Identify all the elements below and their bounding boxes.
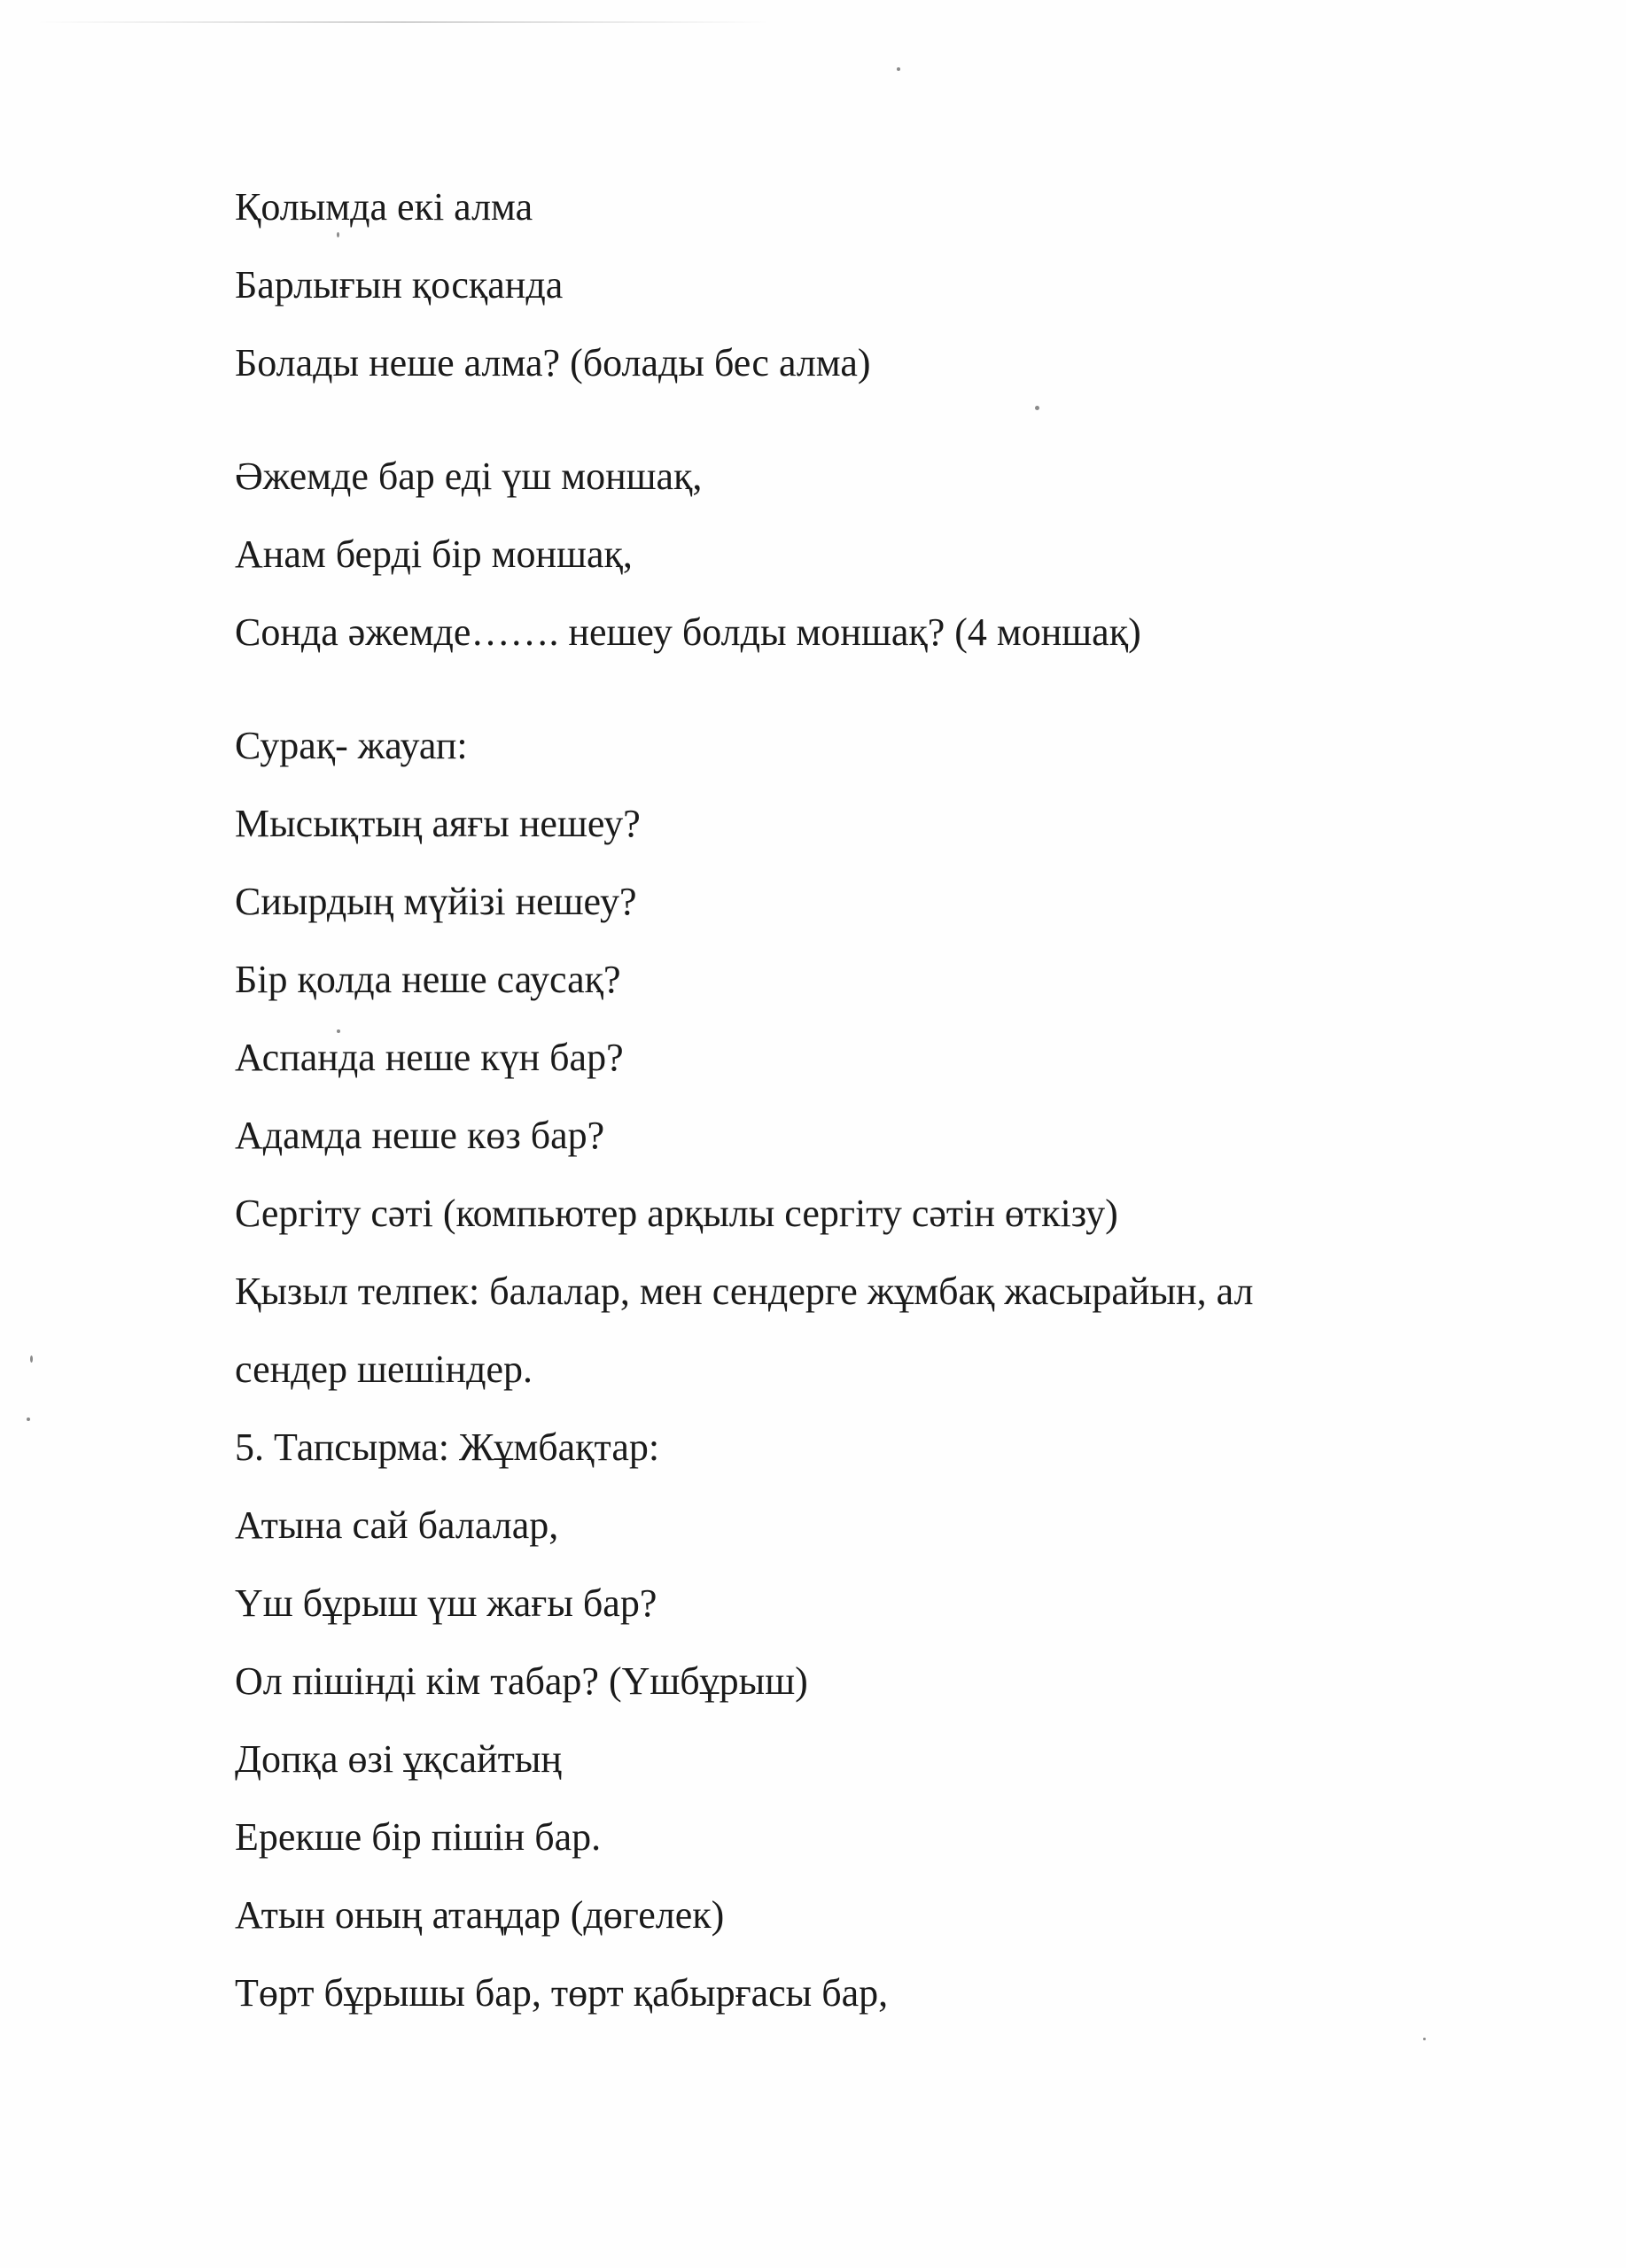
text-line: Аспанда неше күн бар?: [235, 1036, 624, 1079]
text-line: Анам берді бір моншақ,: [235, 532, 633, 576]
scan-speck: [1423, 2038, 1426, 2040]
text-line: Үш бұрыш үш жағы бар?: [235, 1581, 657, 1625]
text-line: Атын оның атаңдар (дөгелек): [235, 1893, 725, 1937]
riddle-beads: [235, 438, 1493, 672]
document-body: [235, 168, 1493, 2032]
text-line: Қызыл телпек: балалар, мен сендерге жұмбақ жасырайын, ал: [235, 1270, 1254, 1313]
text-line: Төрт бұрышы бар, төрт қабырғасы бар,: [235, 1971, 889, 2015]
text-line: Әжемде бар еді үш моншақ,: [235, 454, 703, 498]
text-line: Сиырдың мүйізі нешеу?: [235, 880, 637, 923]
text-line: сендер шешіндер.: [235, 1348, 533, 1391]
text-line: Мысықтың аяғы нешеу?: [235, 802, 641, 845]
text-line: Ол пішінді кім табар? (Үшбұрыш): [235, 1659, 808, 1703]
text-line: Сонда әжемде……. нешеу болды моншақ? (4 моншақ): [235, 610, 1141, 654]
riddle-apples: [235, 168, 1493, 402]
text-line: Барлығын қосқанда: [235, 263, 564, 307]
text-line: Атына сай балалар,: [235, 1503, 559, 1547]
questions-and-riddles: [235, 707, 1493, 2032]
text-line: Қолымда екі алма: [235, 185, 533, 229]
text-line: Ерекше бір пішін бар.: [235, 1815, 602, 1859]
section-heading: Сурақ- жауап:: [235, 724, 468, 767]
scan-speck: [27, 1418, 30, 1421]
text-line: Болады неше алма? (болады бес алма): [235, 341, 871, 384]
paragraph-gap: [235, 402, 1493, 438]
text-line: Адамда неше көз бар?: [235, 1114, 605, 1157]
paragraph-gap: [235, 672, 1493, 707]
task-heading: 5. Тапсырма: Жұмбақтар:: [235, 1425, 660, 1469]
text-line: Сергіту сәті (компьютер арқылы сергіту сәтін өткізу): [235, 1192, 1118, 1235]
scan-speck: [897, 67, 900, 71]
scan-speck: [30, 1355, 33, 1363]
scan-edge-shadow: [35, 21, 771, 23]
text-line: Допқа өзі ұқсайтың: [235, 1737, 562, 1781]
text-line: Бір қолда неше саусақ?: [235, 958, 621, 1001]
